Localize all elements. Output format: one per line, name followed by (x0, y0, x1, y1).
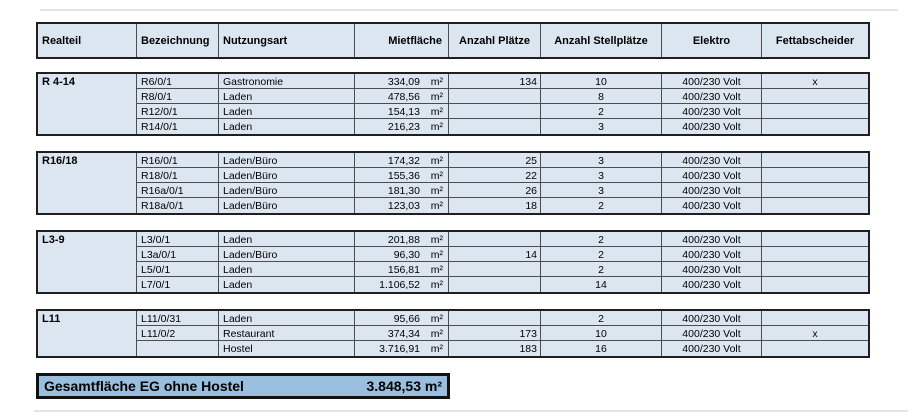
mietflaeche-value: 201,88 (387, 234, 420, 246)
column-header-nutzungsart: Nutzungsart (219, 24, 355, 57)
cell-anzahl-stellplaetze: 3 (541, 168, 662, 183)
mietflaeche-value: 216,23 (387, 121, 420, 133)
cell-nutzungsart: Laden (219, 119, 355, 134)
cell-mietflaeche (355, 262, 449, 277)
cell-nutzungsart: Laden/Büro (219, 198, 355, 213)
cell-anzahl-stellplaetze: 2 (541, 311, 662, 326)
cell-anzahl-stellplaetze: 10 (541, 74, 662, 89)
cell-mietflaeche (355, 341, 449, 356)
cell-mietflaeche (355, 104, 449, 119)
cell-anzahl-stellplaetze: 10 (541, 326, 662, 341)
cell-nutzungsart: Hostel (219, 341, 355, 356)
area-unit: m² (430, 264, 443, 276)
cell-nutzungsart: Laden/Büro (219, 183, 355, 198)
cell-mietflaeche (355, 74, 449, 89)
scan-artifact-line-top (40, 9, 898, 11)
area-unit: m² (430, 91, 443, 103)
cell-anzahl-stellplaetze: 2 (541, 262, 662, 277)
cell-mietflaeche (355, 232, 449, 247)
cell-anzahl-plaetze: 134 (449, 74, 541, 89)
cell-bezeichnung: R16a/0/1 (137, 183, 219, 198)
cell-fettabscheider (762, 262, 868, 277)
area-unit: m² (430, 155, 443, 167)
column-header-fettabscheider: Fettabscheider (775, 34, 855, 47)
cell-fettabscheider (762, 183, 868, 198)
cell-bezeichnung: L11/0/31 (137, 311, 219, 326)
cell-mietflaeche (355, 119, 449, 134)
mietflaeche-value: 155,36 (387, 170, 420, 182)
cell-fettabscheider (762, 89, 868, 104)
area-unit: m² (430, 328, 443, 340)
cell-bezeichnung: R6/0/1 (137, 74, 219, 89)
area-unit: m² (430, 200, 443, 212)
area-unit: m² (430, 76, 443, 88)
cell-anzahl-plaetze: 25 (449, 153, 541, 168)
cell-nutzungsart: Laden (219, 232, 355, 247)
cell-anzahl-stellplaetze: 2 (541, 104, 662, 119)
mietflaeche-value: 374,34 (387, 328, 420, 340)
cell-anzahl-plaetze (449, 262, 541, 277)
cell-nutzungsart: Laden (219, 277, 355, 292)
cell-anzahl-stellplaetze: 2 (541, 247, 662, 262)
cell-bezeichnung: L3a/0/1 (137, 247, 219, 262)
cell-mietflaeche (355, 153, 449, 168)
group-block-l11 (36, 309, 870, 358)
mietflaeche-value: 181,30 (387, 185, 420, 197)
cell-anzahl-plaetze (449, 89, 541, 104)
cell-bezeichnung: R18/0/1 (137, 168, 219, 183)
cell-bezeichnung: R18a/0/1 (137, 198, 219, 213)
realteil-group-label: L3-9 (38, 232, 137, 292)
cell-anzahl-plaetze (449, 277, 541, 292)
total-label: Gesamtfläche EG ohne Hostel (44, 378, 244, 394)
area-unit: m² (430, 313, 443, 325)
cell-fettabscheider (762, 198, 868, 213)
cell-anzahl-plaetze (449, 119, 541, 134)
realteil-group-label: R 4-14 (38, 74, 137, 134)
mietflaeche-value: 95,66 (393, 313, 420, 325)
cell-anzahl-stellplaetze: 8 (541, 89, 662, 104)
cell-anzahl-plaetze: 14 (449, 247, 541, 262)
mietflaeche-value: 3.716,91 (379, 343, 420, 355)
cell-mietflaeche (355, 277, 449, 292)
cell-bezeichnung: L7/0/1 (137, 277, 219, 292)
cell-anzahl-plaetze (449, 311, 541, 326)
cell-elektro: 400/230 Volt (662, 89, 762, 104)
cell-anzahl-stellplaetze: 16 (541, 341, 662, 356)
table-header (36, 22, 870, 59)
cell-elektro: 400/230 Volt (662, 119, 762, 134)
column-header-anzahl-plaetze: Anzahl Plätze (449, 24, 541, 57)
area-unit: m² (430, 343, 443, 355)
cell-anzahl-stellplaetze: 14 (541, 277, 662, 292)
cell-bezeichnung: R14/0/1 (137, 119, 219, 134)
cell-nutzungsart: Laden (219, 89, 355, 104)
cell-nutzungsart: Gastronomie (219, 74, 355, 89)
cell-mietflaeche (355, 183, 449, 198)
cell-fettabscheider (762, 277, 868, 292)
cell-bezeichnung: L3/0/1 (137, 232, 219, 247)
cell-elektro: 400/230 Volt (662, 168, 762, 183)
mietflaeche-value: 123,03 (387, 200, 420, 212)
cell-mietflaeche (355, 311, 449, 326)
cell-bezeichnung: L5/0/1 (137, 262, 219, 277)
cell-fettabscheider (762, 311, 868, 326)
group-block-r-4-14 (36, 72, 870, 136)
cell-elektro: 400/230 Volt (662, 198, 762, 213)
cell-nutzungsart: Laden/Büro (219, 168, 355, 183)
cell-nutzungsart: Laden/Büro (219, 153, 355, 168)
area-unit: m² (430, 170, 443, 182)
cell-fettabscheider (762, 341, 868, 356)
area-unit: m² (430, 234, 443, 246)
column-header-bezeichnung: Bezeichnung (137, 24, 219, 57)
cell-mietflaeche (355, 198, 449, 213)
cell-bezeichnung: R16/0/1 (137, 153, 219, 168)
realteil-group-label: L11 (38, 311, 137, 356)
mietflaeche-value: 154,13 (387, 106, 420, 118)
cell-elektro: 400/230 Volt (662, 326, 762, 341)
scan-artifact-line-bottom (34, 410, 908, 412)
cell-nutzungsart: Laden (219, 311, 355, 326)
cell-bezeichnung (137, 341, 219, 356)
column-header-anzahl-stellplaetze: Anzahl Stellplätze (541, 24, 662, 57)
cell-mietflaeche (355, 247, 449, 262)
cell-mietflaeche (355, 89, 449, 104)
cell-anzahl-stellplaetze: 3 (541, 153, 662, 168)
cell-elektro: 400/230 Volt (662, 104, 762, 119)
cell-anzahl-plaetze: 26 (449, 183, 541, 198)
group-block-l3-9 (36, 230, 870, 294)
cell-elektro: 400/230 Volt (662, 311, 762, 326)
cell-anzahl-plaetze (449, 104, 541, 119)
mietflaeche-value: 96,30 (393, 249, 420, 261)
cell-mietflaeche (355, 326, 449, 341)
cell-nutzungsart: Laden (219, 262, 355, 277)
total-value: 3.848,53 m² (366, 378, 442, 394)
cell-anzahl-plaetze: 18 (449, 198, 541, 213)
cell-nutzungsart: Laden (219, 104, 355, 119)
cell-elektro: 400/230 Volt (662, 232, 762, 247)
mietflaeche-value: 174,32 (387, 155, 420, 167)
cell-elektro: 400/230 Volt (662, 74, 762, 89)
cell-anzahl-plaetze: 22 (449, 168, 541, 183)
cell-elektro: 400/230 Volt (662, 277, 762, 292)
cell-fettabscheider (762, 247, 868, 262)
cell-nutzungsart: Laden/Büro (219, 247, 355, 262)
cell-bezeichnung: R8/0/1 (137, 89, 219, 104)
cell-anzahl-plaetze: 183 (449, 341, 541, 356)
column-header-elektro: Elektro (662, 24, 762, 57)
cell-elektro: 400/230 Volt (662, 262, 762, 277)
cell-nutzungsart: Restaurant (219, 326, 355, 341)
area-unit: m² (430, 185, 443, 197)
column-header-realteil: Realteil (38, 24, 137, 57)
area-unit: m² (430, 249, 443, 261)
cell-elektro: 400/230 Volt (662, 153, 762, 168)
table-body-groups (36, 72, 916, 358)
cell-fettabscheider (762, 153, 868, 168)
cell-bezeichnung: L11/0/2 (137, 326, 219, 341)
realteil-group-label: R16/18 (38, 153, 137, 213)
cell-fettabscheider (762, 232, 868, 247)
cell-fettabscheider (762, 168, 868, 183)
cell-mietflaeche (355, 168, 449, 183)
total-row (36, 373, 450, 399)
cell-elektro: 400/230 Volt (662, 183, 762, 198)
mietflaeche-value: 334,09 (387, 76, 420, 88)
cell-anzahl-stellplaetze: 3 (541, 183, 662, 198)
area-unit: m² (430, 121, 443, 133)
group-block-r16-18 (36, 151, 870, 215)
cell-fettabscheider: x (762, 326, 868, 341)
column-header-mietflaeche: Mietfläche (355, 24, 449, 57)
cell-elektro: 400/230 Volt (662, 247, 762, 262)
mietflaeche-value: 1.106,52 (379, 279, 420, 291)
cell-elektro: 400/230 Volt (662, 341, 762, 356)
mietflaeche-value: 478,56 (387, 91, 420, 103)
cell-fettabscheider (762, 119, 868, 134)
cell-fettabscheider (762, 104, 868, 119)
cell-anzahl-stellplaetze: 2 (541, 198, 662, 213)
area-unit: m² (430, 106, 443, 118)
cell-anzahl-stellplaetze: 2 (541, 232, 662, 247)
cell-anzahl-stellplaetze: 3 (541, 119, 662, 134)
area-unit: m² (430, 279, 443, 291)
cell-fettabscheider: x (762, 74, 868, 89)
cell-bezeichnung: R12/0/1 (137, 104, 219, 119)
cell-anzahl-plaetze (449, 232, 541, 247)
cell-anzahl-plaetze: 173 (449, 326, 541, 341)
mietflaeche-value: 156,81 (387, 264, 420, 276)
